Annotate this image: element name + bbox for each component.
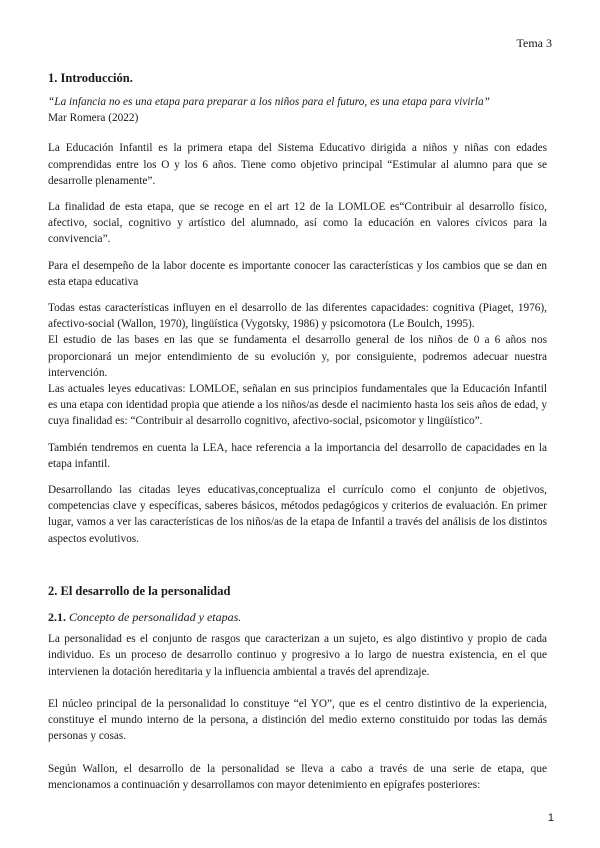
intro-paragraph: También tendremos en cuenta la LEA, hace referencia a la importancia del desarrollo de capacidades en la etapa infantil. bbox=[48, 441, 547, 470]
intro-paragraph: La Educación Infantil es la primera etapa del Sistema Educativo dirigida a niños y niñas con edades comprendidas entre los O y los 6 años. Tiene como objetivo principal “Estimular al alumno para que se desarrolle plenamente”. bbox=[48, 142, 547, 187]
intro-paragraph: La finalidad de esta etapa, que se recoge en el art 12 de la LOMLOE es“Contribuir al desarrollo físico, afectivo, social, cognitivo y artístico del alumnado, así como la educación en valores cívicos para la convivencia”. bbox=[48, 201, 547, 246]
epigraph-author: Mar Romera (2022) bbox=[48, 112, 139, 125]
section-2-paragraph: Según Wallon, el desarrollo de la personalidad se lleva a cabo a través de una serie de etapa, que mencionamos a continuación y desarrollamos con mayor detenimiento en epígrafes posteriores: bbox=[48, 762, 547, 791]
topic-header: Tema 3 bbox=[516, 36, 552, 50]
subsection-number: 2.1. bbox=[48, 610, 66, 625]
intro-paragraph: Las actuales leyes educativas: LOMLOE, señalan en sus principios fundamentales que la Educación Infantil es una etapa con identidad propia que atiende a los niños/as desde el nacimiento hasta los seis años de edad, y cuya finalidad es: “Contribuir al desarrollo cognitivo, afectivo-social, psicomotor y lingüístico”. bbox=[48, 383, 547, 428]
subsection-2-1-heading bbox=[48, 609, 547, 625]
intro-paragraph: Todas estas características influyen en el desarrollo de las diferentes capacidades: cognitiva (Piaget, 1976), afectivo-social (Wallon, 1970), lingüística (Vygotsky, 1986) y psicomotora (Le Boulch, 1995). bbox=[48, 302, 547, 331]
page-number: 1 bbox=[547, 812, 554, 824]
intro-heading: 1. Introducción. bbox=[48, 71, 133, 85]
section-2-heading: 2. El desarrollo de la personalidad bbox=[48, 583, 231, 598]
intro-paragraph: Desarrollando las citadas leyes educativas,conceptualiza el currículo como el conjunto de objetivos, competencias clave y específicas, saberes básicos, métodos pedagógicos y criterios de evaluación. En primer lugar, vamos a ver las características de los niños/as de la etapa de Infantil a través del análisis de los distintos aspectos evolutivos. bbox=[48, 484, 547, 545]
epigraph-quote: “La infancia no es una etapa para preparar a los niños para el futuro, es una etapa para vivirla” bbox=[48, 96, 490, 109]
section-2-paragraph: El núcleo principal de la personalidad lo constituye “el YO”, que es el centro distintivo de la experiencia, constituye el mundo interno de la persona, a distinción del medio externo constituido por todas las demás personas y cosas. bbox=[48, 697, 547, 743]
page-content bbox=[48, 70, 547, 793]
section-2-paragraph: La personalidad es el conjunto de rasgos que caracterizan a un sujeto, es algo distintivo y propio de cada individuo. Es un proceso de desarrollo continuo y progresivo a lo largo de nuestra existencia, en el que intervienen la dotación hereditaria y la influencia ambiental a través del aprendizaje. bbox=[48, 633, 547, 678]
intro-paragraph: Para el desempeño de la labor docente es importante conocer las características y los cambios que se dan en esta etapa educativa bbox=[48, 259, 547, 288]
intro-paragraph: El estudio de las bases en las que se fundamenta el desarrollo general de los niños de 0 a 6 años nos proporcionará un mejor entendimiento de su evolución y, por consiguiente, podremos adecuar nuestra intervención. bbox=[48, 334, 547, 379]
subsection-title: Concepto de personalidad y etapas. bbox=[69, 610, 242, 625]
